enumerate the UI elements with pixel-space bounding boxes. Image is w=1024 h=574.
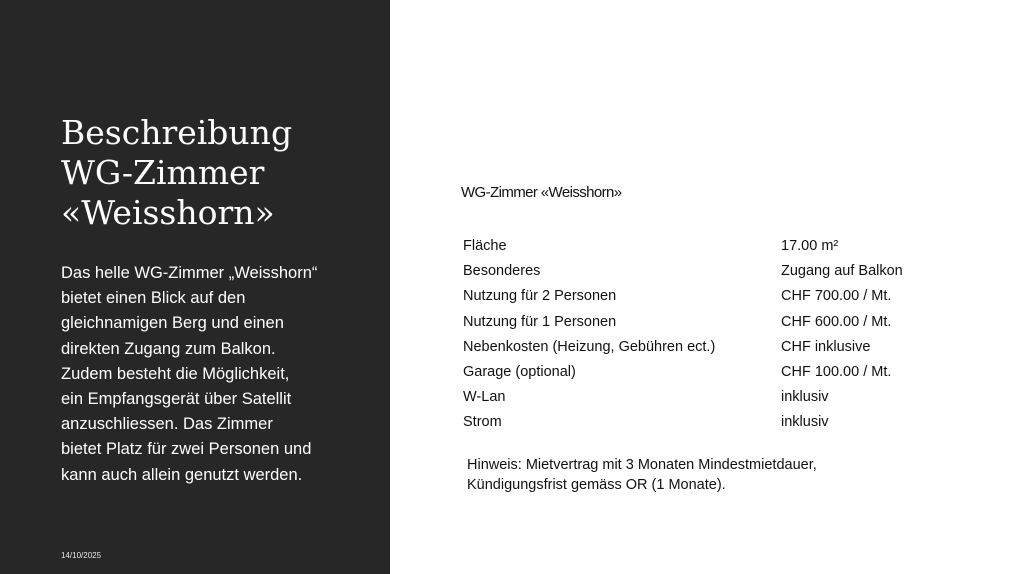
- spec-row: [463, 259, 933, 284]
- description-line: bietet einen Blick auf den: [61, 289, 246, 308]
- description-line: direkten Zugang zum Balkon.: [61, 339, 276, 358]
- spec-value: Zugang auf Balkon: [781, 263, 903, 280]
- spec-row: [463, 310, 933, 335]
- room-description: [61, 261, 361, 488]
- rental-note: [467, 455, 907, 495]
- spec-label: Strom: [463, 414, 502, 431]
- description-line: gleichnamigen Berg und einen: [61, 314, 284, 333]
- spec-row: [463, 385, 933, 410]
- spec-value: 17.00 m²: [781, 238, 839, 254]
- description-line: kann auch allein genutzt werden.: [61, 465, 303, 484]
- spec-label: Garage (optional): [463, 363, 576, 380]
- page-title: [61, 113, 381, 233]
- spec-value: inklusiv: [781, 389, 829, 406]
- spec-label: W-Lan: [463, 389, 506, 406]
- spec-value: CHF 700.00 / Mt.: [781, 288, 892, 305]
- description-line: anzuschliessen. Das Zimmer: [61, 415, 273, 434]
- spec-row: [463, 234, 933, 259]
- description-line: ein Empfangsgerät über Satellit: [61, 390, 292, 409]
- note-line: Kündigungsfrist gemäss OR (1 Monate).: [467, 477, 726, 493]
- slide-date: 14/10/2025: [61, 551, 102, 560]
- spec-value: CHF 100.00 / Mt.: [781, 363, 892, 380]
- spec-label: Nebenkosten (Heizung, Gebühren ect.): [463, 338, 716, 355]
- spec-label: Besonderes: [463, 263, 541, 280]
- spec-row: [463, 360, 933, 385]
- description-line: Das helle WG-Zimmer „Weisshorn“: [61, 264, 318, 282]
- description-line: Zudem besteht die Möglichkeit,: [61, 364, 290, 383]
- spec-row: [463, 335, 933, 360]
- spec-label: Fläche: [463, 238, 507, 254]
- spec-value: CHF inklusive: [781, 338, 871, 355]
- spec-row: [463, 284, 933, 309]
- spec-label: Nutzung für 1 Personen: [463, 313, 617, 330]
- spec-value: CHF 600.00 / Mt.: [781, 313, 892, 330]
- room-subtitle: WG-Zimmer «Weisshorn»: [461, 184, 622, 201]
- title-line: Beschreibung: [61, 113, 293, 152]
- spec-table: [463, 234, 933, 436]
- note-line: Hinweis: Mietvertrag mit 3 Monaten Mindestmietdauer,: [467, 457, 817, 473]
- title-line: WG-Zimmer: [61, 153, 265, 192]
- spec-label: Nutzung für 2 Personen: [463, 288, 617, 305]
- spec-value: inklusiv: [781, 414, 829, 431]
- right-panel: [390, 0, 1024, 574]
- spec-row: [463, 410, 933, 435]
- description-line: bietet Platz für zwei Personen und: [61, 440, 312, 459]
- left-panel: [0, 0, 390, 574]
- title-line: «Weisshorn»: [61, 193, 275, 232]
